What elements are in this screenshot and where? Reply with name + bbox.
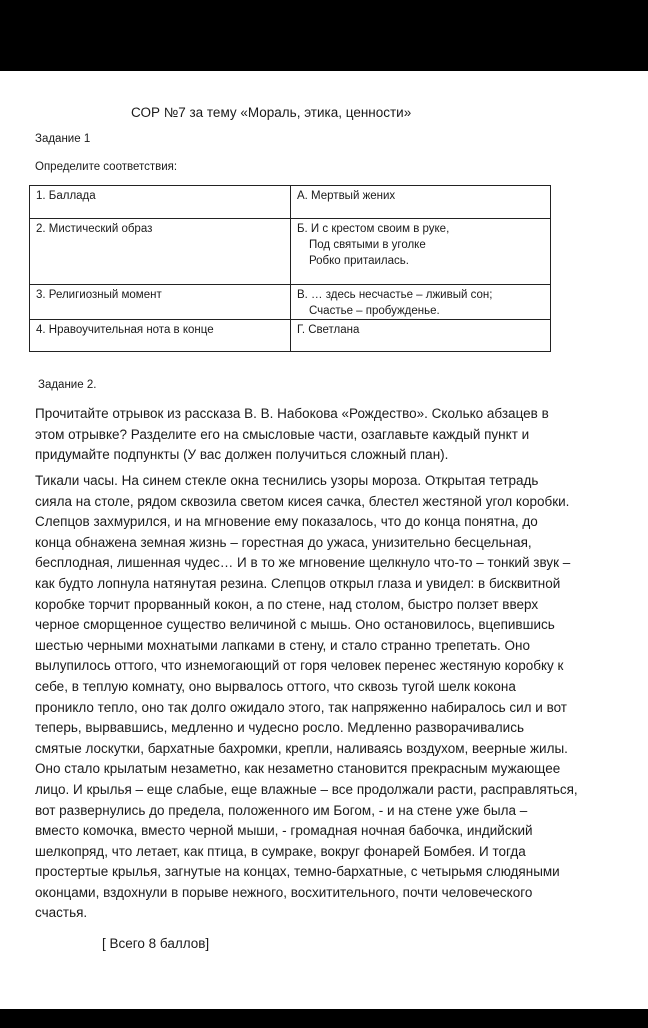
excerpt-line: конца обнажена земная жизнь – горестная до ужаса, унизительно бесцельная,: [35, 534, 532, 550]
answer-line: А. Мертвый жених: [297, 190, 396, 202]
excerpt-line: теперь, вырвавшись, медленно и чудесно росло. Медленно разворачивались: [35, 720, 524, 736]
excerpt-line: простертые крылья, загнутые на концах, темно-бархатные, с четырьмя слюдяными: [35, 864, 560, 880]
table-cell-term: 2. Мистический образ: [30, 219, 291, 285]
table-cell-term: 4. Нравоучительная нота в конце: [30, 320, 291, 352]
excerpt-line: вылупилось оттого, что изнемогающий от горя человек перенес жестяную коробку к: [35, 658, 564, 674]
answer-line: Г. Светлана: [297, 324, 360, 336]
task2-label: Задание 2.: [38, 379, 97, 391]
task2-intro: [35, 404, 580, 466]
task1-instruction: Определите соответствия:: [35, 161, 178, 173]
excerpt-line: счастья.: [35, 905, 88, 921]
document-title: СОР №7 за тему «Мораль, этика, ценности»: [131, 105, 412, 120]
intro-line: Прочитайте отрывок из рассказа В. В. Набокова «Рождество». Сколько абзацев в: [35, 406, 549, 421]
excerpt-line: лицо. И крылья – еще слабые, еще влажные – все продолжали расти, расправляться,: [35, 781, 578, 797]
table-row: [30, 219, 551, 285]
answer-line: Робко притаилась.: [309, 255, 409, 267]
excerpt-line: шестью черными мохнатыми лапками в стену, и стало странно трепетать. Оно: [35, 637, 531, 653]
excerpt-line: проникло тепло, оно так долго ожидало этого, так напряженно набиралось сил и вот: [35, 699, 567, 715]
table-cell-answer: [291, 186, 551, 219]
table-row: [30, 285, 551, 320]
excerpt-line: оконцами, вздохнули в порыве нежного, восхитительного, почти человеческого: [35, 884, 533, 900]
table-cell-answer: [291, 219, 551, 285]
excerpt-line: вот развернулись до предела, положенного им Богом, - и на стене уже была –: [35, 802, 528, 818]
table-cell-answer: [291, 320, 551, 352]
table-cell-answer: [291, 285, 551, 320]
document-page: [0, 71, 648, 1009]
excerpt-line: Тикали часы. На синем стекле окна теснились узоры мороза. Открытая тетрадь: [35, 473, 539, 488]
table-row: [30, 186, 551, 219]
excerpt-line: Оно стало крылатым незаметно, как незаметно становится прекрасным мужающее: [35, 761, 561, 777]
excerpt-line: коробке торчит прорванный кокон, а по стене, над столом, быстро ползет вверх: [35, 596, 539, 612]
excerpt-line: смятые лоскутки, бархатные бахромки, крепли, наливаясь воздухом, веерные жилы.: [35, 740, 568, 756]
story-excerpt: [35, 471, 605, 924]
answer-line: Б. И с крестом своим в руке,: [297, 223, 450, 235]
answer-line: Под святыми в уголке: [309, 239, 426, 251]
intro-line: придумайте подпункты (У вас должен получиться сложный план).: [35, 447, 449, 463]
excerpt-line: себе, в теплую комнату, оно вырвалось оттого, что сквозь тугой шелк кокона: [35, 678, 516, 694]
answer-line: В. … здесь несчастье – лживый сон;: [297, 289, 493, 301]
excerpt-line: черное сморщенное существо величиной с мышь. Оно остановилось, вцепившись: [35, 617, 555, 633]
intro-line: этом отрывке? Разделите его на смысловые части, озаглавьте каждый пункт и: [35, 426, 530, 442]
excerpt-line: сияла на столе, рядом сквозила светом кисея сачка, блестел жестяной угол коробки.: [35, 493, 570, 509]
excerpt-line: бесплодная, лишенная чудес… И в то же мгновение щелкнуло что-то – тонкий звук –: [35, 555, 571, 571]
table-cell-term: 1. Баллада: [30, 186, 291, 219]
table-row: [30, 320, 551, 352]
answer-line: Счастье – пробужденье.: [309, 305, 440, 317]
total-points: [ Всего 8 баллов]: [102, 936, 210, 951]
excerpt-line: шелкопряд, что летает, как птица, в сумраке, вокруг фонарей Бомбея. И тогда: [35, 843, 526, 859]
excerpt-line: как будто лопнула натянутая резина. Слепцов открыл глаза и увидел: в бисквитной: [35, 575, 561, 591]
excerpt-line: вместо комочка, вместо черной мыши, - громадная ночная бабочка, индийский: [35, 823, 533, 839]
task1-label: Задание 1: [35, 133, 91, 145]
matching-table: [29, 185, 551, 352]
table-cell-term: 3. Религиозный момент: [30, 285, 291, 320]
excerpt-line: Слепцов захмурился, и на мгновение ему показалось, что до конца понятна, до: [35, 514, 538, 530]
